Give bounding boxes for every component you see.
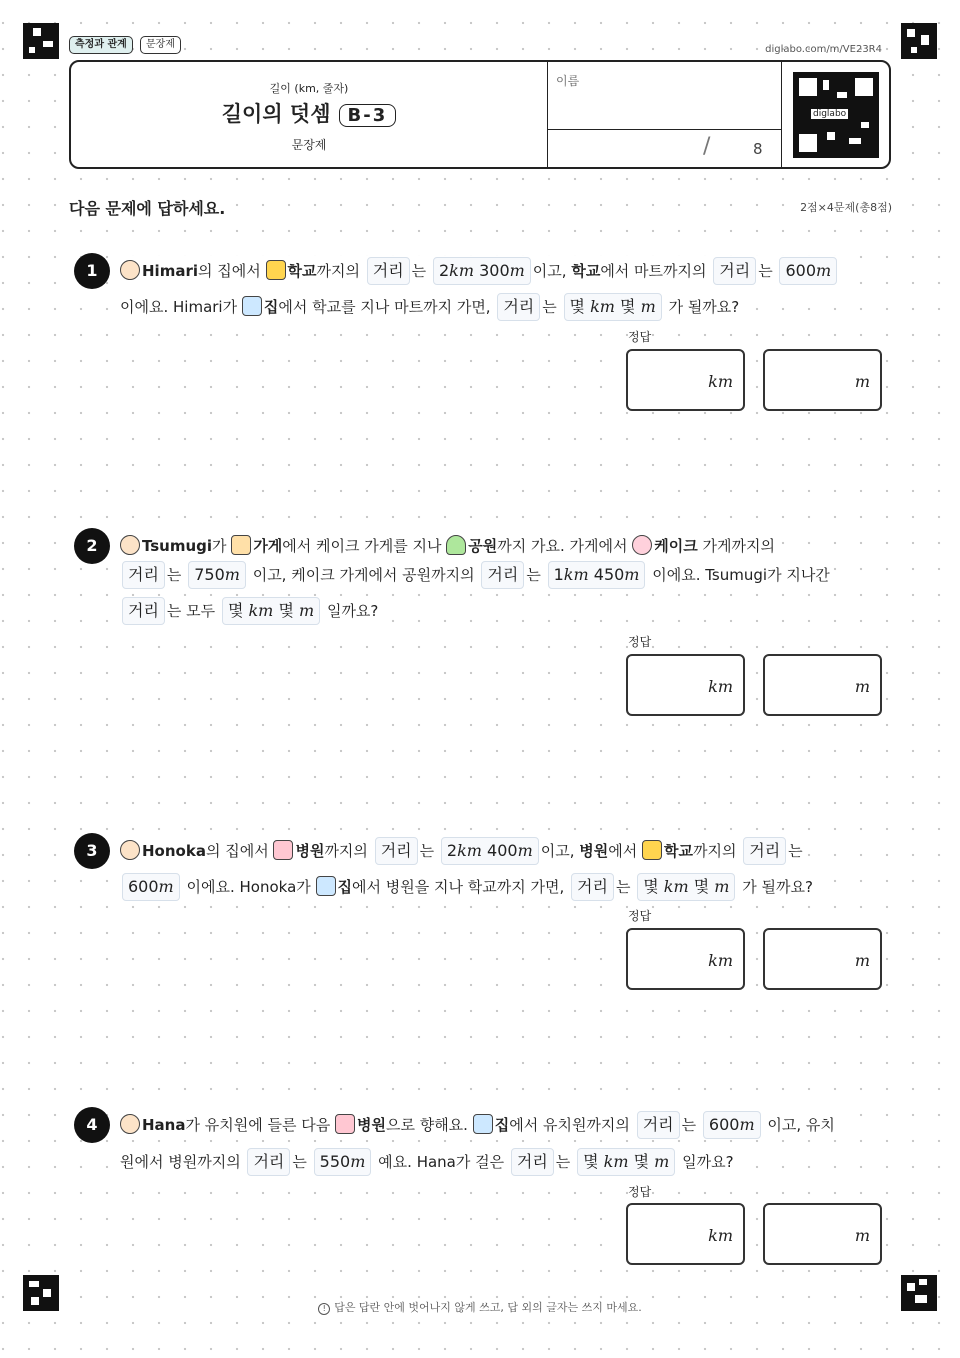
qr-label: diglabo [813, 109, 847, 119]
type-tag: 문장제 [140, 36, 181, 54]
answer-km-field[interactable]: km [626, 654, 745, 716]
school-icon [642, 840, 662, 860]
question-line: 거리 는 모두 몇 km 몇 m 일까요? [118, 596, 380, 626]
question-line: 원에서 병원까지의 거리 는 550m 예요. Hana가 걸은 거리 는 몇 km 몇 m 일까요? [118, 1147, 736, 1177]
answer-km-field[interactable]: km [626, 1203, 745, 1265]
score-total: 8 [753, 140, 763, 158]
girl-icon [120, 260, 140, 280]
girl-icon [120, 1114, 140, 1134]
girl-icon [120, 535, 140, 555]
hospital-icon [273, 840, 293, 860]
question-line: Tsumugi가 가게에서 케이크 가게를 지나 공원까지 가요. 가게에서 케이크 가게까지의 [118, 531, 777, 561]
question-number: 1 [74, 253, 110, 289]
question-line: Himari의 집에서 학교까지의 거리 는 2km 300m 이고, 학교에서 마트까지의 거리 는 600m [118, 256, 841, 286]
answer-m-field[interactable]: m [763, 928, 882, 990]
score-slash: / [703, 134, 711, 159]
question-line: Honoka의 집에서 병원까지의 거리 는 2km 400m 이고, 병원에서 학교까지의 거리 는 [118, 836, 805, 866]
question-line: Hana가 유치원에 들른 다음 병원으로 향해요. 집에서 유치원까지의 거리 는 600m 이고, 유치 [118, 1110, 837, 1140]
answer-m-field[interactable]: m [763, 349, 882, 411]
store-icon [231, 535, 251, 555]
question-number: 2 [74, 528, 110, 564]
answer-label: 정답 [628, 635, 652, 649]
house-icon [316, 876, 336, 896]
answer-label: 정답 [628, 330, 652, 344]
name-label: 이름 [556, 74, 580, 88]
answer-label: 정답 [628, 1185, 652, 1199]
question-line: 이에요. Himari가 집에서 학교를 지나 마트까지 가면, 거리 는 몇 km 몇 m 가 될까요? [118, 292, 741, 322]
worksheet-subtitle: 길이 (km, 줄자) [269, 82, 349, 95]
worksheet-title: 길이의 덧셈 [221, 102, 331, 126]
question-line: 거리 는 750m 이고, 케이크 가게에서 공원까지의 거리 는 1km 450m 이에요. Tsumugi가 지나간 [118, 560, 832, 590]
girl-icon [120, 840, 140, 860]
answer-km-field[interactable]: km [626, 349, 745, 411]
corner-marker-top-left [23, 23, 59, 59]
corner-marker-top-right [901, 23, 937, 59]
divider [548, 129, 781, 130]
footer-note: ! 답은 답란 안에 벗어나지 않게 쓰고, 답 외의 글자는 쓰지 마세요. [0, 1299, 960, 1315]
answer-m-field[interactable]: m [763, 654, 882, 716]
answer-km-field[interactable]: km [626, 928, 745, 990]
worksheet-type: 문장제 [291, 138, 327, 152]
house-icon [242, 296, 262, 316]
answer-m-field[interactable]: m [763, 1203, 882, 1265]
hospital-icon [335, 1114, 355, 1134]
info-icon: ! [318, 1303, 330, 1315]
park-icon [446, 535, 466, 555]
worksheet-code: B-3 [339, 104, 397, 127]
instruction: 다음 문제에 답하세요. [69, 196, 225, 219]
worksheet-header [69, 60, 891, 169]
question-number: 4 [74, 1107, 110, 1143]
question-line: 600m 이에요. Honoka가 집에서 병원을 지나 학교까지 가면, 거리 는 몇 km 몇 m 가 될까요? [118, 872, 815, 902]
house-icon [473, 1114, 493, 1134]
question-number: 3 [74, 833, 110, 869]
score-info: 2점×4문제(총8점) [800, 201, 892, 214]
category-tag: 측정과 관계 [69, 36, 133, 54]
answer-label: 정답 [628, 909, 652, 923]
cake-icon [632, 535, 652, 555]
worksheet-url: diglabo.com/m/VE23R4 [765, 44, 882, 55]
school-icon [266, 260, 286, 280]
